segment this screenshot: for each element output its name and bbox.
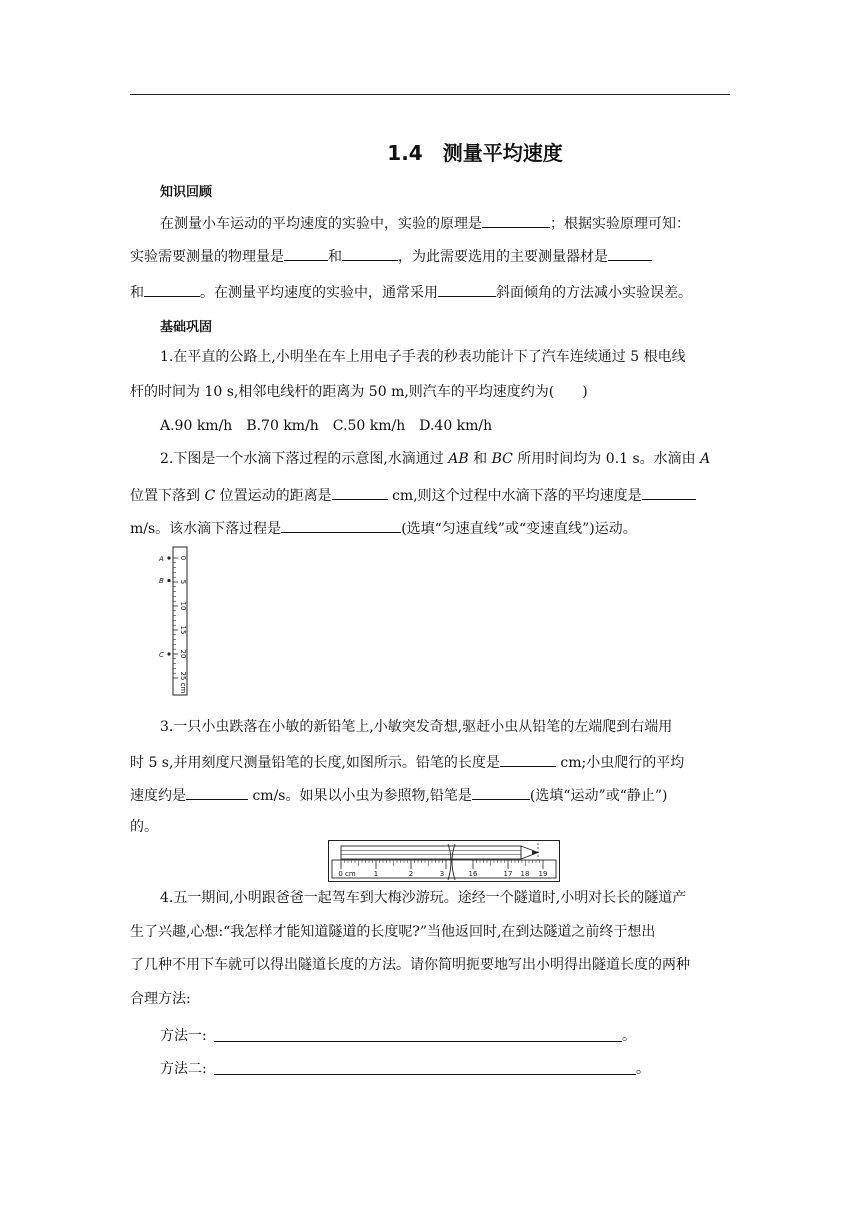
point-C-label: C	[159, 651, 164, 659]
review-line-1: 在测量小车运动的平均速度的实验中，实验的原理是 ；根据实验原理可知：	[160, 213, 730, 233]
q3-line-1: 3.一只小虫跌落在小敏的新铅笔上,小敏突发奇想,驱赶小虫从铅笔的左端爬到右端用	[160, 719, 673, 735]
q3-line-2: 时 5 s,并用刻度尺测量铅笔的长度,如图所示。铅笔的长度是 cm;小虫爬行的平均	[130, 752, 730, 772]
blank-slope[interactable]	[438, 282, 496, 297]
ruler2-tick-3: 3	[439, 870, 445, 878]
ruler2-tick-16: 16	[468, 870, 478, 878]
method-1-end: 。	[622, 1028, 636, 1044]
ruler2-tick-18: 18	[520, 870, 530, 878]
ruler1-tick-20: 20	[179, 649, 187, 659]
method-1-answer-line[interactable]	[214, 1041, 622, 1042]
ruler1-tick-5: 5	[179, 579, 187, 585]
method-2-answer-line[interactable]	[214, 1074, 636, 1075]
q1-line-1: 1.在平直的公路上,小明坐在车上用电子手表的秒表功能计下了汽车连续通过 5 根电线	[160, 349, 686, 365]
blank-bug-speed[interactable]	[186, 785, 248, 800]
drop-point-A	[167, 556, 170, 559]
blank-motion-type[interactable]	[281, 518, 401, 533]
blank-quantity-1[interactable]	[284, 246, 328, 261]
q1-options: A.90 km/h B.70 km/h C.50 km/h D.40 km/h	[160, 418, 493, 434]
ruler2-tick-19: 19	[538, 870, 548, 878]
ruler1-tick-15: 15	[179, 625, 187, 635]
vertical-ruler-figure	[155, 545, 195, 700]
blank-instrument-2[interactable]	[144, 282, 200, 297]
blank-instrument-1[interactable]	[608, 246, 652, 261]
blank-pencil-length[interactable]	[500, 752, 556, 767]
q2-line-2: 位置下落到 C 位置运动的距离是 cm,则这个过程中水滴下落的平均速度是	[130, 485, 730, 505]
point-B-label: B	[159, 577, 164, 585]
ruler2-start-label: 0 cm	[338, 870, 356, 878]
method-2-end: 。	[636, 1061, 650, 1077]
point-A-label: A	[159, 555, 164, 563]
q4-line-1: 4.五一期间,小明跟爸爸一起驾车到大梅沙游玩。途经一个隧道时,小明对长长的隧道产	[160, 890, 687, 906]
blank-principle[interactable]	[482, 213, 550, 228]
review-line-2: 实验需要测量的物理量是 和 ，为此需要选用的主要测量器材是	[130, 246, 730, 266]
section-heading-review: 知识回顾	[160, 185, 213, 200]
pencil	[341, 846, 538, 859]
q4-line-2: 生了兴趣,心想:“我怎样才能知道隧道的长度呢?”当他返回时,在到达隧道之前终于想出	[130, 924, 656, 940]
drop-point-C	[167, 652, 170, 655]
q3-line-3: 速度约是 cm/s。如果以小虫为参照物,铅笔是 (选填“运动”或“静止”)	[130, 785, 730, 805]
ruler2-tick-17: 17	[503, 870, 513, 878]
q1-line-2: 杆的时间为 10 s,相邻电线杆的距离为 50 m,则汽车的平均速度约为( )	[130, 384, 588, 400]
section-heading-basics: 基础巩固	[160, 320, 213, 335]
ruler1-tick-0: 0	[179, 555, 187, 561]
blank-speed[interactable]	[642, 485, 696, 500]
blank-distance[interactable]	[332, 485, 388, 500]
blank-reference[interactable]	[472, 785, 530, 800]
q2-line-1: 2.下图是一个水滴下落过程的示意图,水滴通过 AB 和 BC 所用时间均为 0.1 s。水滴由 A	[160, 451, 711, 467]
drop-point-B	[167, 579, 170, 582]
blank-quantity-2[interactable]	[342, 246, 398, 261]
q2-line-3: m/s。该水滴下落过程是 (选填“匀速直线”或“变速直线”)运动。	[130, 518, 730, 538]
review-line-3: 和 。在测量平均速度的实验中，通常采用 斜面倾角的方法减小实验误差。	[130, 282, 730, 302]
q4-line-4: 合理方法:	[130, 991, 191, 1007]
page-title: 1.4 测量平均速度	[387, 141, 563, 165]
ruler1-tick-25: 25	[179, 671, 187, 681]
q3-line-4: 的。	[130, 819, 158, 835]
q4-line-3: 了几种不用下车就可以得出隧道长度的方法。请你简明扼要地写出小明得出隧道长度的两种	[130, 957, 690, 973]
header-rule	[130, 94, 730, 95]
method-2-label: 方法二:	[160, 1061, 207, 1077]
ruler1-unit: cm	[179, 682, 187, 694]
ruler1-tick-10: 10	[179, 601, 187, 611]
ruler2-tick-2: 2	[408, 870, 414, 878]
ruler2-tick-1: 1	[373, 870, 379, 878]
method-1-label: 方法一:	[160, 1028, 207, 1044]
pencil-ruler-figure	[328, 840, 560, 882]
